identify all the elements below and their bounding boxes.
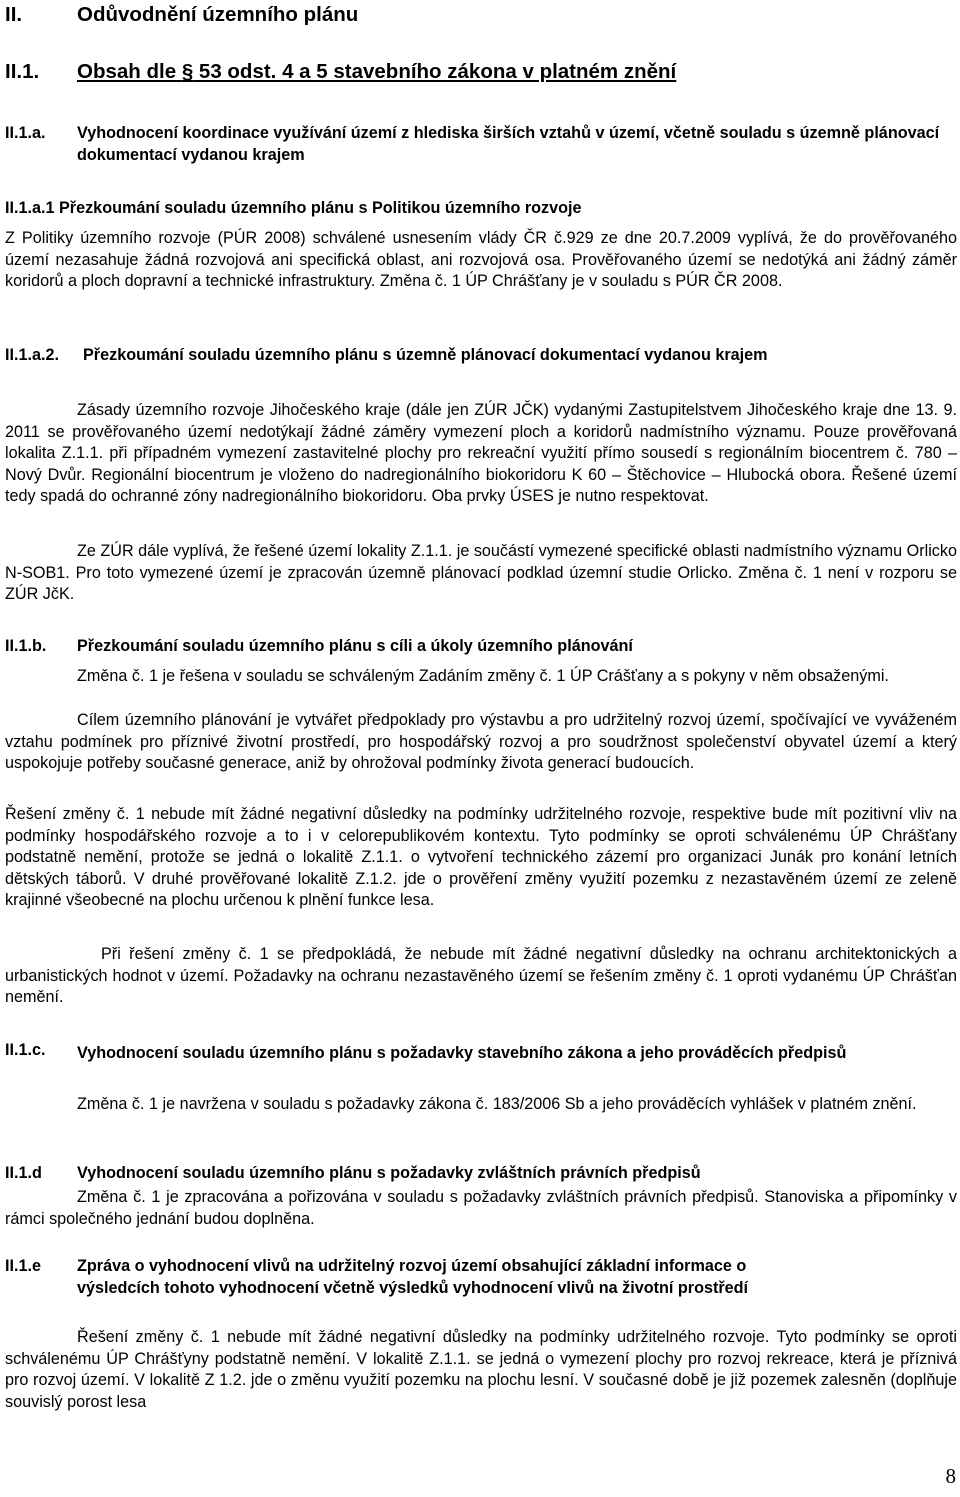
heading-title: Obsah dle § 53 odst. 4 a 5 stavebního zákona v platném znění (77, 60, 677, 83)
heading-number: II. (5, 3, 23, 26)
section-ii-1-a-2-heading (5, 345, 957, 367)
section-number: II.1.b. (5, 637, 47, 655)
section-title: Vyhodnocení souladu územního plánu s požadavky zvláštních právních předpisů (77, 1164, 701, 1182)
section-ii-1-a-2-paragraph-1: Zásady územního rozvoje Jihočeského kraje (dále jen ZÚR JČK) vydanými Zastupitelstvem Jihočeského kraje dne 13. 9. 2011 se prověřovaného území nedotýkají žádné záměry vymezení ploch a koridorů nadmístního významu. Pouze prověřovaná lokalita Z.1.1. při případném vymezení zastavitelné plochy pro rekreační využití přímo sousedí s regionálním biocentrem č. 780 – Nový Dvůr. Regionální biocentrum je vloženo do nadregionálního biokoridoru K 60 – Štěchovice – Hlubocká obora. Řešené území tedy spadá do ochranné zóny nadregionálního biokoridoru. Oba prvky ÚSES je nutno respektovat. (5, 401, 957, 506)
section-ii-1-d-heading (5, 1163, 957, 1185)
section-ii-1-a-2-paragraph-2: Ze ZÚR dále vyplívá, že řešené území lokality Z.1.1. je součástí vymezené specifické oblasti nadmístního významu Orlicko N-SOB1. Pro toto vymezené území je zpracován územně plánovací podklad územní studie Orlicko. Změna č. 1 není v rozporu se ZÚR JčK. (5, 542, 957, 604)
section-ii-1-b-paragraph-2: Cílem územního plánování je vytvářet předpoklady pro výstavbu a pro udržitelný rozvoj území, spočívající ve vyváženém vztahu podmínek pro příznivé životní prostředí, pro hospodářský rozvoj a pro soudržnost společenství obyvatel území a který uspokojuje potřeby současné generace, aniž by ohrožoval podmínky života generací budoucích. (5, 711, 957, 773)
section-number: II.1.e (5, 1257, 41, 1275)
section-title: Vyhodnocení souladu územního plánu s požadavky stavebního zákona a jeho prováděcích předpisů (77, 1044, 847, 1062)
heading-ii (5, 2, 957, 28)
section-ii-1-a-heading (5, 123, 957, 166)
section-title: Zpráva o vyhodnocení vlivů na udržitelný rozvoj území obsahující základní informace o výsledcích tohoto vyhodnocení včetně výsledků vyhodnocení vlivů na životní prostředí (77, 1257, 749, 1297)
section-ii-1-e-paragraph-1: Řešení změny č. 1 nebude mít žádné negativní důsledky na podmínky udržitelného rozvoje. Tyto podmínky se oproti schválenému ÚP Chrášťyny podstatně nemění. V lokalitě Z.1.1. se jedná o vymezení plochy pro rozvoj rekreace, která je příznivá pro rozvoj území. V lokalitě Z 1.2. jde o změnu využití pozemku na plochu lesní. V současné době je již pozemek zalesněn (doplňuje souvislý porost lesa (5, 1328, 957, 1411)
section-number: II.1.a. (5, 124, 46, 142)
paragraph-sign-icon: § (181, 60, 194, 83)
section-title: Přezkoumání souladu územního plánu s územně plánovací dokumentací vydanou krajem (83, 346, 768, 364)
heading-number: II.1. (5, 60, 40, 83)
section-number: II.1.c. (5, 1041, 46, 1059)
heading-title: Odůvodnění územního plánu (77, 3, 359, 26)
section-title: Vyhodnocení koordinace využívání území z hlediska širších vztahů v území, včetně souladu s územně plánovací dokumentací vydanou krajem (77, 124, 940, 164)
section-ii-1-a-1-heading: II.1.a.1 Přezkoumání souladu územního plánu s Politikou územního rozvoje (5, 199, 582, 217)
section-ii-1-c-heading (5, 1040, 957, 1066)
section-number: II.1.a.2. (5, 346, 59, 364)
section-ii-1-b-heading (5, 636, 957, 658)
section-title: Přezkoumání souladu územního plánu s cíli a úkoly územního plánování (77, 637, 633, 655)
section-ii-1-e-heading (5, 1256, 957, 1299)
section-ii-1-b-paragraph-1: Změna č. 1 je řešena v souladu se schváleným Zadáním změny č. 1 ÚP Crášťany a s pokyny v něm obsaženými. (77, 667, 889, 685)
heading-ii-1 (5, 59, 957, 85)
section-ii-1-b-paragraph-3: Řešení změny č. 1 nebude mít žádné negativní důsledky na podmínky udržitelného rozvoje, respektive bude mít pozitivní vliv na podmínky hospodářského rozvoje a to i v celorepublikovém kontextu. Tyto podmínky se oproti schválenému ÚP Chrášťany podstatně nemění, protože se jedná o lokalitě Z.1.1. o vytvoření technického zázemí pro organizaci Junák pro konání letních dětských táborů. V druhé prověřované lokalitě Z.1.2. jde o prověření změny využití pozemku z nezastavěném území ze zeleně krajinné všeobecné na plochu určenou k plnění funkce lesa. (5, 805, 957, 910)
section-ii-1-a-1-text: Z Politiky územního rozvoje (PÚR 2008) schválené usnesením vlády ČR č.929 ze dne 20.7.2009 vyplívá, že do prověřovaného území nezasahuje žádná rozvojová ani specifická oblast, ani rozvojová osa. Prověřovaného území se nedotýká ani žádný záměr koridorů a ploch dopravní a technické infrastruktury. Změna č. 1 ÚP Chrášťany je v souladu s PÚR ČR 2008. (5, 229, 957, 291)
page-number: 8 (945, 1464, 956, 1488)
section-number: II.1.d (5, 1164, 42, 1182)
section-ii-1-d-paragraph-1: Změna č. 1 je zpracována a pořizována v souladu s požadavky zvláštních právních předpisů. Stanoviska a připomínky v rámci společného jednání budou doplněna. (5, 1188, 957, 1228)
section-ii-1-b-paragraph-4: Při řešení změny č. 1 se předpokládá, že nebude mít žádné negativní důsledky na ochranu architektonických a urbanistických hodnot v území. Požadavky na ochranu nezastavěného území se řešením změny č. 1 oproti vydanému ÚP Chrášťan nemění. (5, 945, 957, 1007)
section-ii-1-c-paragraph-1: Změna č. 1 je navržena v souladu s požadavky zákona č. 183/2006 Sb a jeho prováděcích vyhlášek v platném znění. (77, 1095, 917, 1113)
